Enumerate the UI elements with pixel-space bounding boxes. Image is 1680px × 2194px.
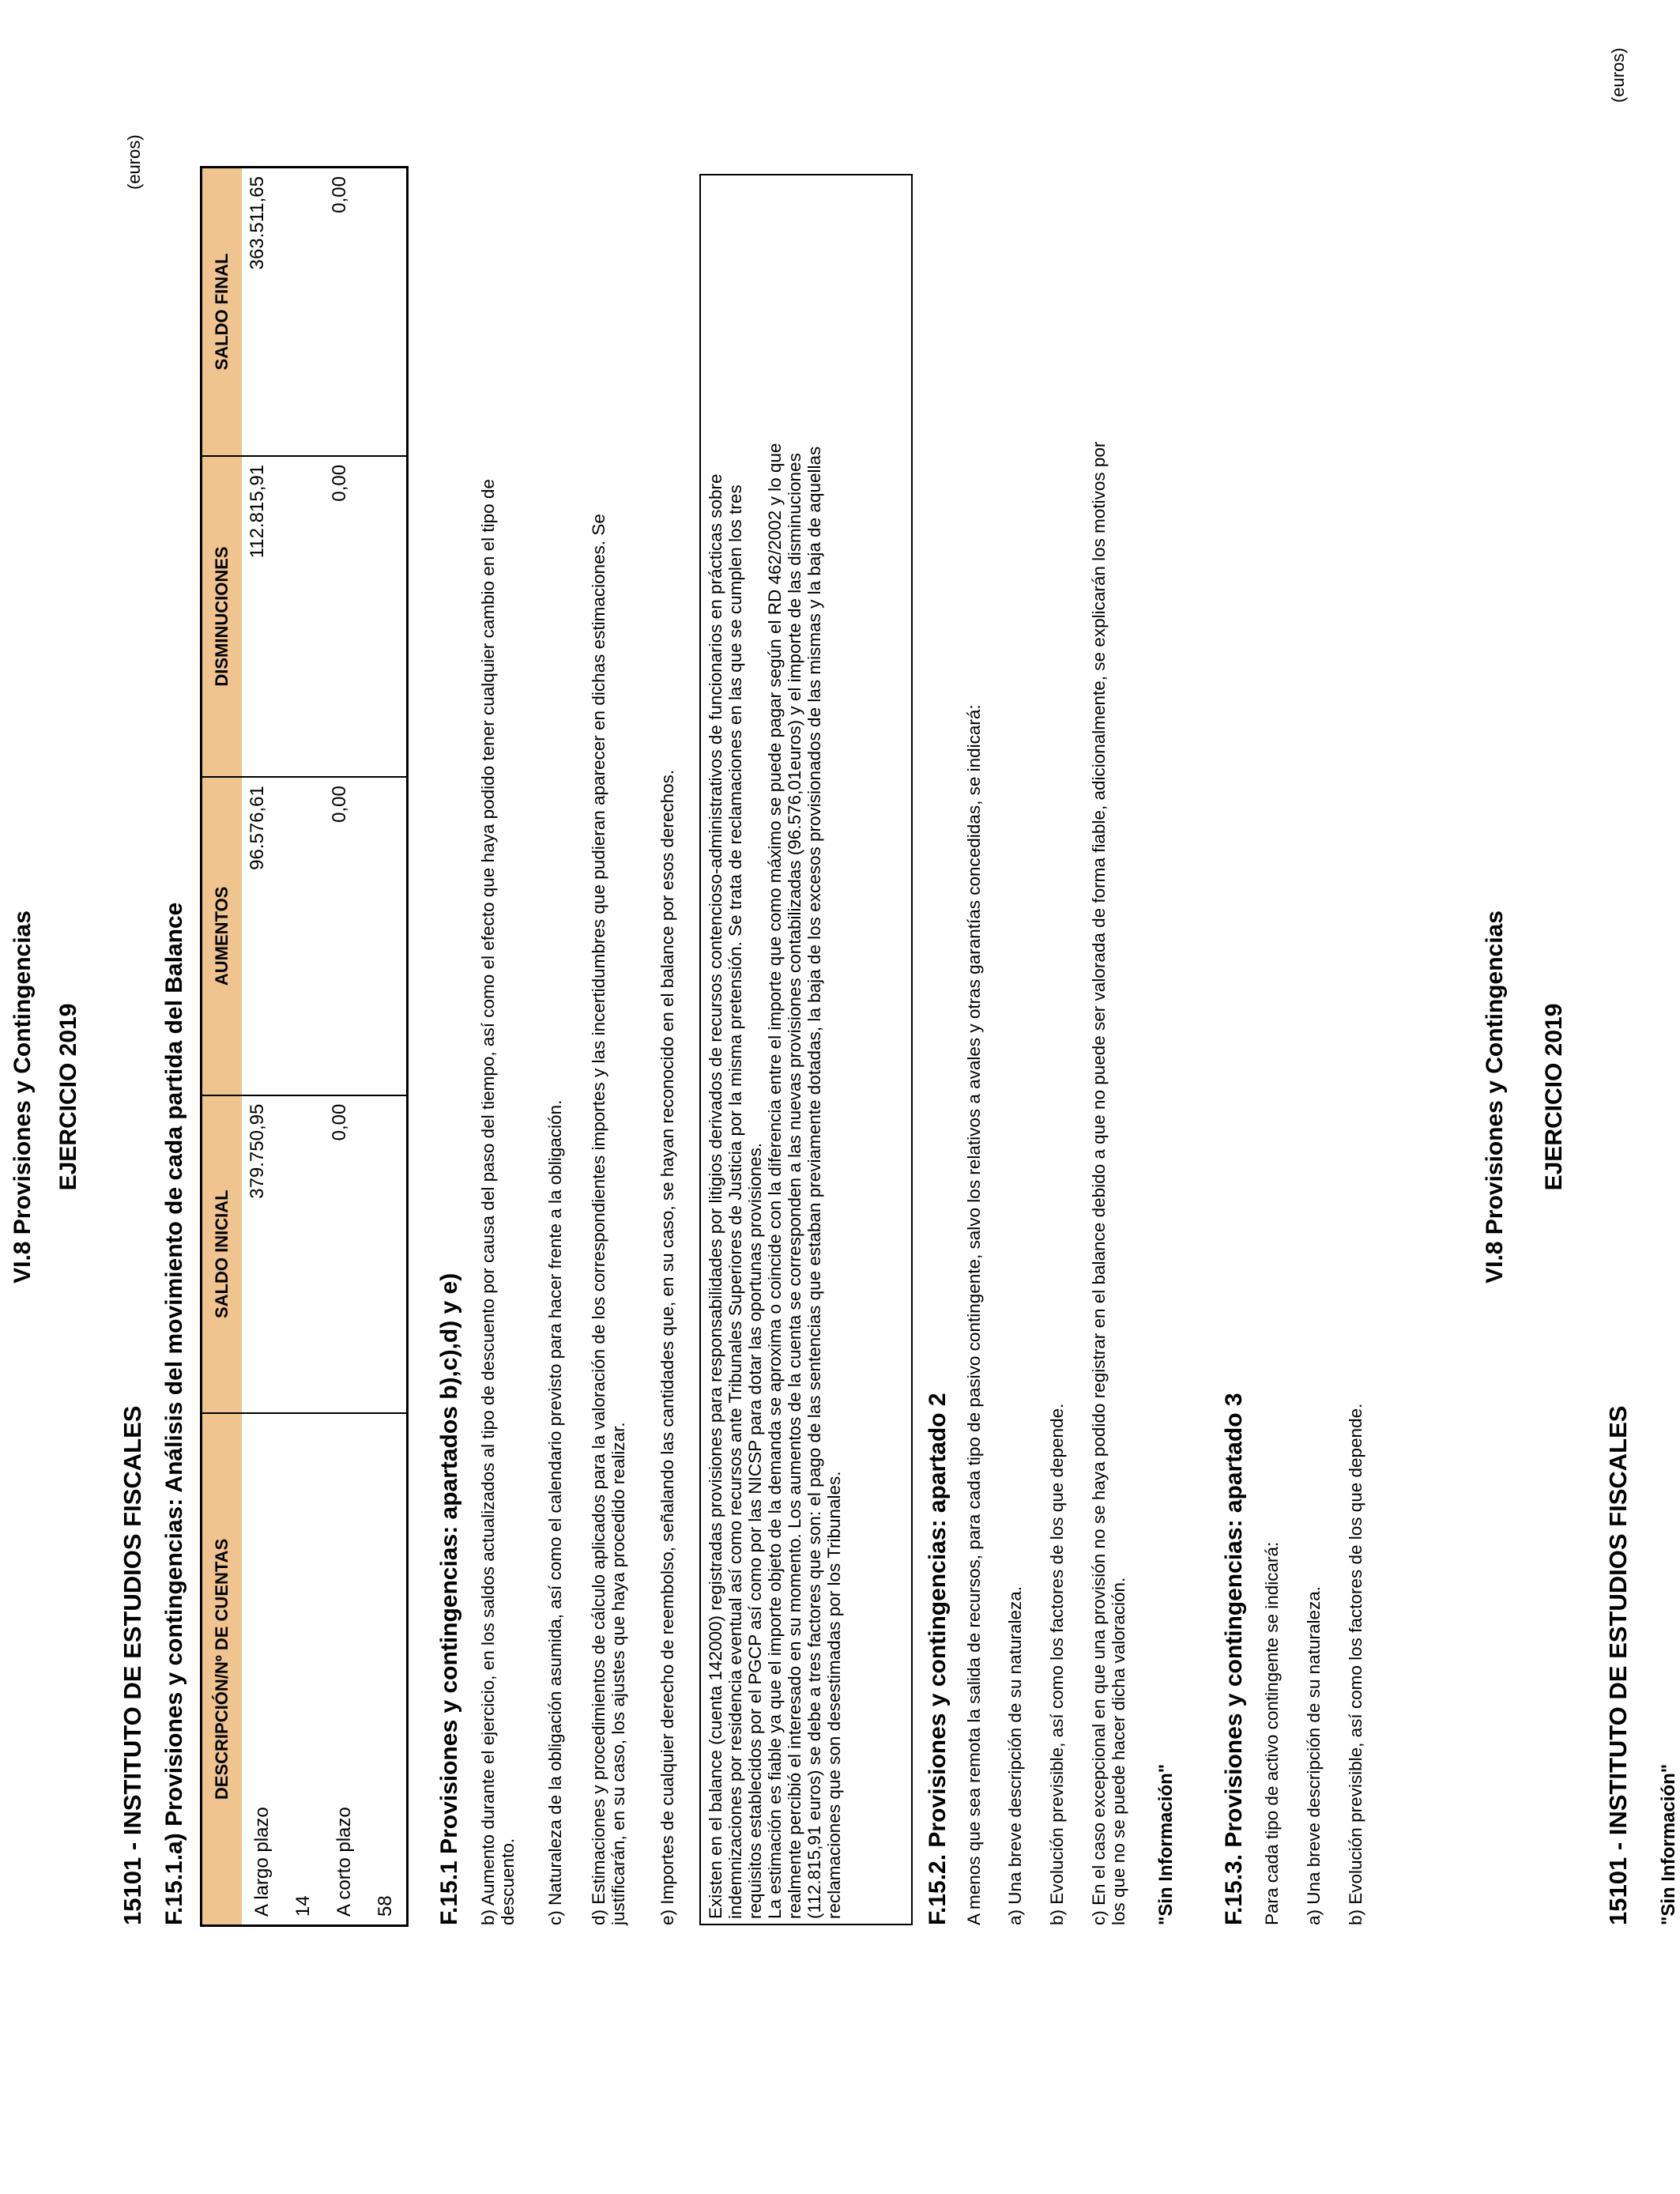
cell-saldo-inicial: 379.750,95: [242, 1095, 324, 1413]
col-header-saldo-inicial: SALDO INICIAL: [202, 1095, 242, 1413]
box-line: indemnizaciones por residencia eventual así como recursos ante Tribunales Superiores de Justicia por la misma pretensión. Se trata de reclamaciones en las que se cumplen los tres: [725, 484, 745, 1919]
col-header-saldo-final: SALDO FINAL: [202, 168, 242, 456]
no-information-note-page2: "Sin Información": [1658, 1763, 1679, 1925]
row-account: 58: [375, 1895, 396, 1917]
cell-saldo-inicial: 0,00: [324, 1095, 406, 1413]
section-f151-d: [589, 171, 628, 1925]
section-f152-a: a) Una breve descripción de su naturaleza.: [1005, 1586, 1025, 1925]
section-f153-b: b) Evolución previsible, así como los factores de los que depende.: [1346, 1403, 1365, 1925]
cell-disminuciones: 0,00: [324, 456, 406, 777]
document-title: VI.8 Provisiones y Contingencias: [9, 910, 36, 1284]
table-row: [242, 168, 324, 1924]
box-line: realmente percibió el interesado en su momento. Los aumentos de la cuenta se corresponden a las nuevas provisiones contabilizadas (96.576,01euros) y el importe de las disminuciones: [785, 453, 804, 1919]
col-header-aumentos: AUMENTOS: [202, 777, 242, 1095]
currency-note: (euros): [124, 134, 144, 190]
box-line: Existen en el balance (cuenta 142000) registradas provisiones para responsabilidades por litigios derivados de recursos contencioso-administrativos de funcionarios en prácticas sobre: [706, 473, 725, 1919]
row-label-text: A corto plazo: [333, 1807, 355, 1917]
box-line: reclamaciones que son desestimadas por los Tribunales.: [824, 1471, 844, 1919]
institution-heading: 15101 - INSTITUTO DE ESTUDIOS FISCALES: [119, 1405, 146, 1925]
f152-c-line1: c) En el caso excepcional en que una provisión no se haya podido registrar en el balance debido a que no puede ser valorada de forma fiable, adicionalmente, se explicarán los motivos por: [1089, 441, 1109, 1925]
box-line: (112.815,91 euros) se debe a tres factores que son: el pago de las sentencias que estaban previamente dotadas, la baja de los excesos provisionados de las mismas y la baja de aquellas: [804, 446, 824, 1919]
section-f152-c: [1089, 171, 1128, 1925]
table-title: F.15.1.a) Provisiones y contingencias: Análisis del movimiento de cada partida del Balance: [161, 902, 187, 1925]
cell-saldo-final: 0,00: [324, 168, 406, 456]
institution-heading-page2: 15101 - INSTITUTO DE ESTUDIOS FISCALES: [1604, 1405, 1632, 1925]
f151-d-line2: justificarán, en su caso, los ajustes que haya procedido realizar.: [608, 1422, 628, 1925]
currency-note-page2: (euros): [1608, 47, 1628, 103]
cell-aumentos: 0,00: [324, 777, 406, 1095]
section-f153-a: a) Una breve descripción de su naturaleza.: [1304, 1586, 1324, 1925]
section-f152-intro: A menos que sea remota la salida de recursos, para cada tipo de pasivo contingente, salvo los relativos a avales y otras garantías concedidas, se indicará:: [964, 704, 984, 1925]
row-label: [242, 1413, 324, 1924]
section-f151-b: [478, 171, 518, 1925]
cell-saldo-final: 363.511,65: [242, 168, 324, 456]
row-account: 14: [292, 1895, 314, 1917]
row-label: [324, 1413, 406, 1924]
document-title-page2: VI.8 Provisiones y Contingencias: [1482, 910, 1508, 1284]
cell-aumentos: 96.576,61: [242, 777, 324, 1095]
col-header-description: DESCRIPCIÓN/Nº DE CUENTAS: [202, 1413, 242, 1924]
f151-b-line1: b) Aumento durante el ejercicio, en los saldos actualizados al tipo de descuento por causa del paso del tiempo, así como el efecto que haya podido tener cualquier cambio en el tipo de: [478, 479, 498, 1925]
col-header-disminuciones: DISMINUCIONES: [202, 456, 242, 777]
explanation-box: [699, 174, 913, 1925]
section-f151-c: c) Naturaleza de la obligación asumida, así como el calendario previsto para hacer frente a la obligación.: [545, 1099, 565, 1925]
f151-b-line2: descuento.: [498, 1838, 518, 1925]
box-line: La estimación es fiable ya que el importe objeto de la demanda se aproxima o coincide con la diferencia entre el importe que como máximo se puede pagar según el RD 462/2002 y lo que: [765, 443, 785, 1919]
f152-c-line2: los que no se puede hacer dicha valoración.: [1109, 1577, 1128, 1925]
section-f153-title: F.15.3. Provisiones y contingencias: apartado 3: [1221, 1393, 1247, 1925]
section-f151-title: F.15.1 Provisiones y contingencias: apartados b),c),d) y e): [436, 1272, 462, 1925]
section-f153-intro: Para cada tipo de activo contingente se indicará:: [1262, 1541, 1282, 1925]
movement-table: [200, 166, 409, 1927]
section-f152-b: b) Evolución previsible, así como los factores de los que depende.: [1047, 1403, 1067, 1925]
f151-d-line1: d) Estimaciones y procedimientos de cálculo aplicados para la valoración de los correspondientes importes y las incertidumbres que pudieran aparecer en dichas estimaciones. Se: [589, 514, 608, 1925]
section-f151-e: e) Importes de cualquier derecho de reembolso, señalando las cantidades que, en su caso, se hayan reconocido en el balance por esos derechos.: [657, 769, 677, 1925]
section-f152-title: F.15.2. Provisiones y contingencias: apartado 2: [925, 1393, 951, 1925]
box-line: requisitos establecidos por el PGCP así como por las NICSP para dotar las oportunas provisiones.: [745, 1142, 765, 1919]
cell-disminuciones: 112.815,91: [242, 456, 324, 777]
no-information-note: "Sin Información": [1155, 1763, 1177, 1925]
row-label-text: A largo plazo: [251, 1807, 273, 1917]
table-row: [324, 168, 406, 1924]
exercise-year-page2: EJERCICIO 2019: [1541, 1003, 1567, 1191]
exercise-year: EJERCICIO 2019: [55, 1003, 81, 1191]
